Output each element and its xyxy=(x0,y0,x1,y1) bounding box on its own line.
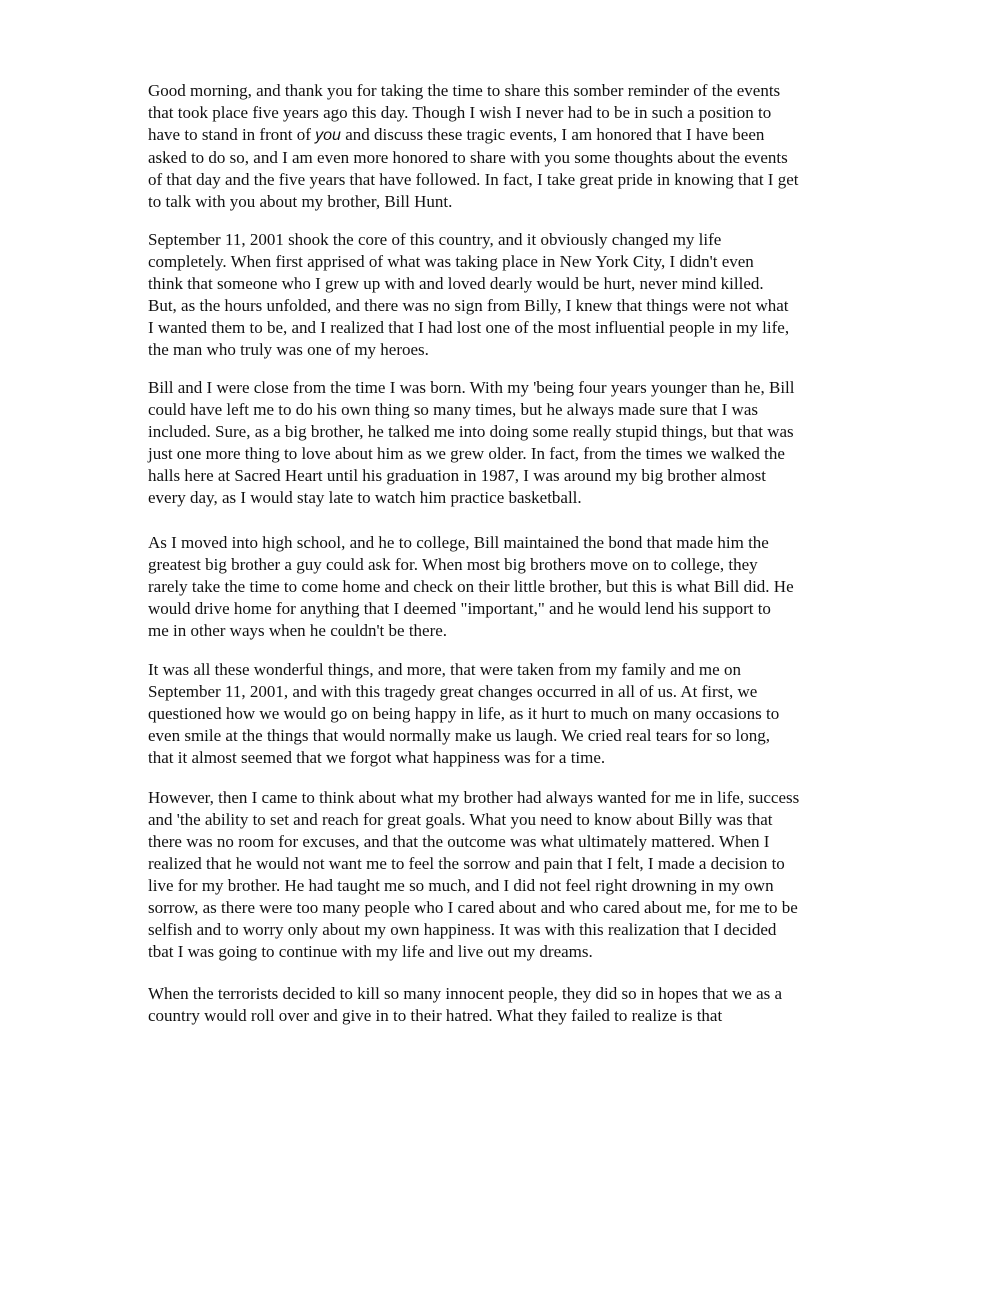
text-line: halls here at Sacred Heart until his graduation in 1987, I was around my big brother almost xyxy=(148,466,766,485)
text-line-with-emphasis xyxy=(148,124,848,147)
text-line: that it almost seemed that we forgot what happiness was for a time. xyxy=(148,748,606,767)
text-line: September 11, 2001 shook the core of this country, and it obviously changed my life xyxy=(148,230,722,249)
text-line: every day, as I would stay late to watch him practice basketball. xyxy=(148,488,582,507)
paragraph-childhood xyxy=(148,377,848,509)
paragraph-decision xyxy=(148,787,848,963)
text-line: of that day and the five years that have followed. In fact, I take great pride in knowing that I get xyxy=(148,170,799,189)
text-line: September 11, 2001, and with this tragedy great changes occurred in all of us. At first, we xyxy=(148,682,758,701)
text-line: to talk with you about my brother, Bill Hunt. xyxy=(148,192,453,211)
paragraph-loss xyxy=(148,659,848,769)
text-line: asked to do so, and I am even more honored to share with you some thoughts about the events xyxy=(148,148,788,167)
emphasized-word: you xyxy=(315,127,341,144)
text-line: there was no room for excuses, and that the outcome was what ultimately mattered. When I xyxy=(148,832,770,851)
text-line: the man who truly was one of my heroes. xyxy=(148,340,429,359)
text-line: It was all these wonderful things, and more, that were taken from my family and me on xyxy=(148,660,741,679)
paragraph-college xyxy=(148,532,848,642)
text-line: could have left me to do his own thing so many times, but he always made sure that I was xyxy=(148,400,758,419)
text-line: Good morning, and thank you for taking the time to share this somber reminder of the events xyxy=(148,81,781,100)
text-line: But, as the hours unfolded, and there was no sign from Billy, I knew that things were not what xyxy=(148,296,789,315)
paragraph-september-11 xyxy=(148,229,848,361)
text-line: Bill and I were close from the time I was born. With my 'being four years younger than he, Bill xyxy=(148,378,795,397)
text-line: included. Sure, as a big brother, he talked me into doing some really stupid things, but that was xyxy=(148,422,794,441)
text-line: me in other ways when he couldn't be there. xyxy=(148,621,448,640)
text-line: live for my brother. He had taught me so much, and I did not feel right drowning in my own xyxy=(148,876,774,895)
text-line: rarely take the time to come home and check on their little brother, but this is what Bill did. He xyxy=(148,577,794,596)
text-line: and 'the ability to set and reach for great goals. What you need to know about Billy was that xyxy=(148,810,773,829)
text-line: think that someone who I grew up with and loved dearly would be hurt, never mind killed. xyxy=(148,274,764,293)
text-line: would drive home for anything that I deemed "important," and he would lend his support to xyxy=(148,599,771,618)
text-line: realized that he would not want me to feel the sorrow and pain that I felt, I made a decision to xyxy=(148,854,785,873)
paragraph-terrorists xyxy=(148,983,848,1027)
text-line: questioned how we would go on being happy in life, as it hurt to much on many occasions to xyxy=(148,704,780,723)
text-line: When the terrorists decided to kill so many innocent people, they did so in hopes that we as a xyxy=(148,984,783,1003)
paragraph-opening xyxy=(148,80,848,213)
text-line: greatest big brother a guy could ask for. When most big brothers move on to college, they xyxy=(148,555,758,574)
text-line: As I moved into high school, and he to college, Bill maintained the bond that made him the xyxy=(148,533,769,552)
text-line-prefix: have to stand in front of xyxy=(148,125,316,144)
text-line: completely. When first apprised of what was taking place in New York City, I didn't even xyxy=(148,252,754,271)
text-line: that took place five years ago this day. Though I wish I never had to be in such a position to xyxy=(148,103,772,122)
text-line: I wanted them to be, and I realized that I had lost one of the most influential people in my life, xyxy=(148,318,790,337)
text-line: just one more thing to love about him as we grew older. In fact, from the times we walked the xyxy=(148,444,785,463)
text-line: sorrow, as there were too many people who I cared about and who cared about me, for me to be xyxy=(148,898,798,917)
text-line: even smile at the things that would normally make us laugh. We cried real tears for so long, xyxy=(148,726,770,745)
text-line-remainder: and discuss these tragic events, I am honored that I have been xyxy=(345,125,765,144)
text-line: selfish and to worry only about my own happiness. It was with this realization that I decided xyxy=(148,920,777,939)
text-line: tbat I was going to continue with my life and live out my dreams. xyxy=(148,942,593,961)
text-line: However, then I came to think about what my brother had always wanted for me in life, success xyxy=(148,788,800,807)
text-line: country would roll over and give in to their hatred. What they failed to realize is that xyxy=(148,1006,723,1025)
